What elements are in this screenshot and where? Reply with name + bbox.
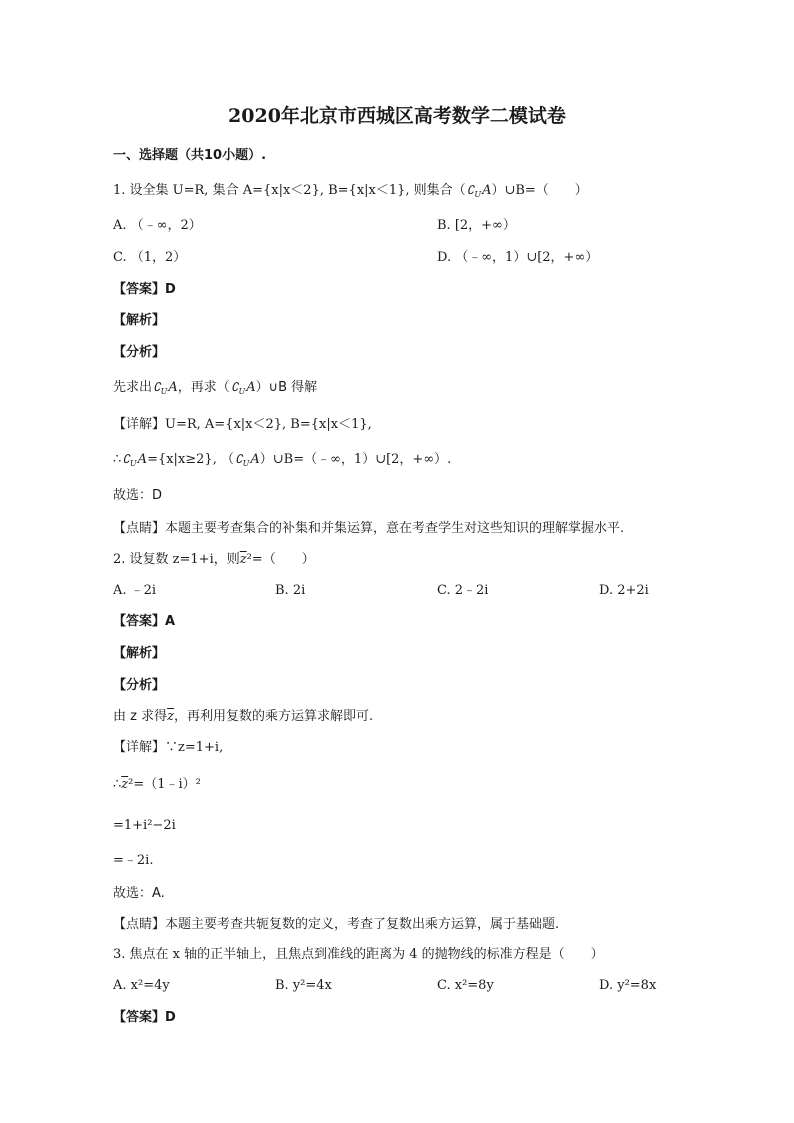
q1-stem-tail: ）∪B=（ ） [491,183,588,198]
q1-jiexi-label: 【解析】 [113,313,166,328]
section-heading: 一、选择题（共10小题）. [113,148,267,163]
q2-fenxi-label: 【分析】 [113,678,166,693]
q2-step-1: $\therefore\overline{z}^2=(1﹣i)^2$ [113,777,201,792]
q3-option-d: D. y²=8x [599,978,657,993]
q2-analysis: 由 z 求得$\overline{z}$，再利用复数的乘方运算求解即可. [113,709,374,724]
q1-option-d: D. （﹣∞，1）∪[2，+∞） [437,250,599,265]
q1-stem-comp-set: A [482,183,492,198]
complement-symbol: $∁_U$ [230,380,246,396]
q1-analysis: 先求出$∁_UA$，再求$(∁_UA)\cup B$ 得解 [113,380,318,396]
q1-answer: 【答案】D [113,282,176,297]
q1-stem-text: 1. 设全集 U=R, 集合 A={x|x＜2}, B={x|x＜1}, 则集合（ [113,183,466,198]
q1-choose: 故选：D [113,488,163,503]
q3-option-b: B. y²=4x [275,978,332,993]
complement-symbol: $∁_U$ [122,452,137,468]
q2-option-b: B. 2i [275,583,306,598]
q2-step-2: =1+i²−2i [113,818,176,833]
q2-option-d: D. 2+2i [599,583,649,598]
q2-answer: 【答案】A [113,614,176,629]
q1-option-b: B. [2，+∞） [437,218,516,233]
q2-step-3: =﹣2i. [113,853,154,868]
question-1-stem [113,182,588,200]
q3-answer: 【答案】D [113,1010,176,1025]
q2-comment: 【点睛】本题主要考查共轭复数的定义，考查了复数出乘方运算，属于基础题. [113,917,560,932]
q3-option-c: C. x²=8y [437,978,494,993]
question-3-stem: 3. 焦点在 x 轴的正半轴上，且焦点到准线的距离为 4 的抛物线的标准方程是（ ） [113,947,604,962]
complement-symbol: $∁_U$ [234,452,250,468]
q1-derivation: $\therefore∁_UA=\{x|x\ge 2\}$, $(∁_UA)\cup B=(﹣\infty$，1）∪[2，+∞）. [113,452,452,468]
q1-detail: 【详解】U=R, A={x|x＜2}, B={x|x＜1}, [113,417,372,432]
complement-symbol: $∁_U$ [466,183,482,199]
q1-fenxi-label: 【分析】 [113,345,166,360]
q2-choose: 故选：A. [113,886,165,901]
q1-comment: 【点睛】本题主要考查集合的补集和并集运算，意在考查学生对这些知识的理解掌握水平. [113,521,625,536]
q1-option-c: C. （1，2） [113,250,187,265]
q3-option-a: A. x²=4y [113,978,170,993]
q2-detail: 【详解】∵z=1+i, [113,740,224,755]
q1-option-a: A. （﹣∞，2） [113,218,202,233]
page-title: 2020年北京市西城区高考数学二模试卷 [228,105,566,127]
q2-option-c: C. 2﹣2i [437,583,489,598]
q2-option-a: A. ﹣2i [113,583,157,598]
question-2-stem: 2. 设复数 z=1+i，则$\overline{z}^2=$（ ） [113,552,315,567]
q2-jiexi-label: 【解析】 [113,646,166,661]
complement-symbol: $∁_U$ [153,380,168,396]
